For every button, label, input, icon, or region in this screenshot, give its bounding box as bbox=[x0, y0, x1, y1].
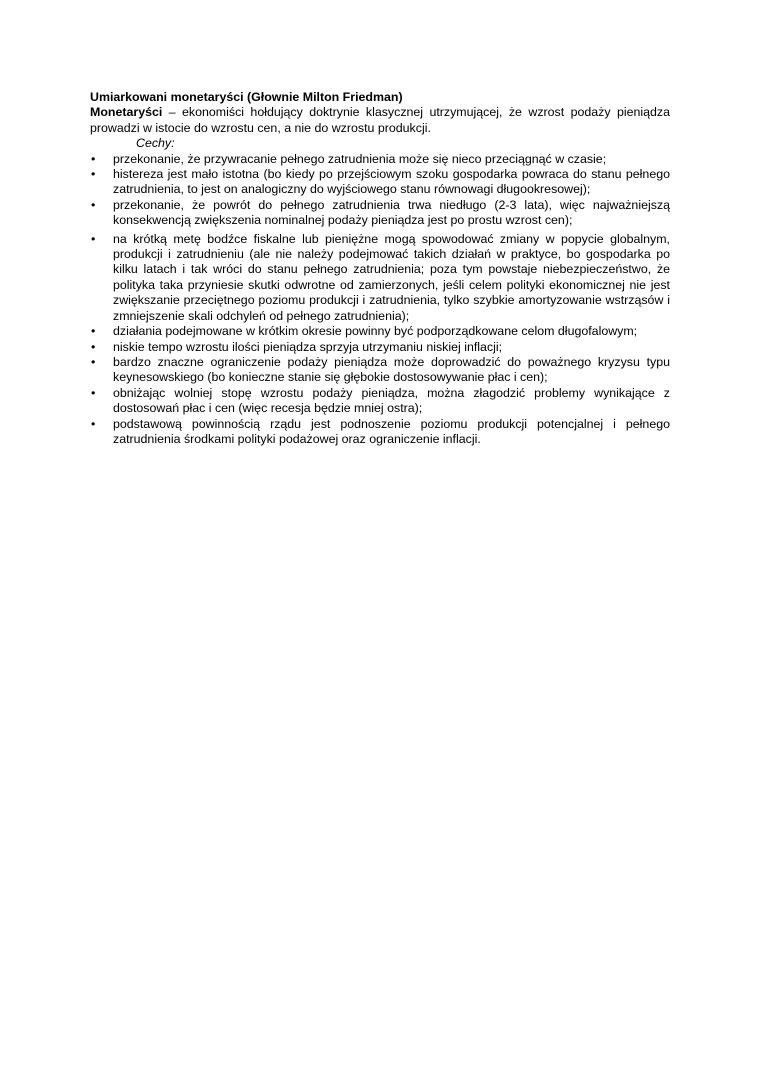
intro-paragraph bbox=[90, 105, 670, 136]
document-page bbox=[90, 90, 670, 447]
list-item-text: niskie tempo wzrostu ilości pieniądza sprzyja utrzymaniu niskiej inflacji; bbox=[113, 339, 503, 354]
list-item bbox=[90, 198, 670, 229]
list-item bbox=[90, 167, 670, 198]
list-item bbox=[90, 340, 670, 355]
features-list bbox=[90, 152, 670, 448]
bullet-icon: • bbox=[91, 231, 96, 246]
list-item bbox=[90, 386, 670, 417]
list-item-text: działania podejmowane w krótkim okresie powinny być podporządkowane celom długofalowym; bbox=[113, 324, 638, 339]
bullet-icon: • bbox=[91, 339, 96, 354]
intro-text: – ekonomiści hołdujący doktrynie klasycznej utrzymującej, że wzrost podaży pieniądza prowadzi w istocie do wzrostu cen, a nie do wzrostu produkcji. bbox=[90, 105, 670, 135]
list-item-text: podstawową powinnością rządu jest podnoszenie poziomu produkcji potencjalnej i pełnego zatrudnienia środkami polityki podażowej oraz ograniczenie inflacji. bbox=[113, 416, 670, 446]
list-item bbox=[90, 355, 670, 386]
bullet-icon: • bbox=[91, 416, 96, 431]
list-item bbox=[90, 232, 670, 324]
list-item-text: przekonanie, że powrót do pełnego zatrudnienia trwa niedługo (2-3 lata), więc najważniejszą konsekwencją zwiększenia nominalnej podaży pieniądza jest po prostu wzrost cen); bbox=[113, 197, 670, 228]
list-item-text: histereza jest mało istotna (bo kiedy po przejściowym szoku gospodarka powraca do stanu pełnego zatrudnienia, to jest on analogiczny do wyjściowego stanu równowagi długookresowej); bbox=[113, 167, 670, 197]
document-heading: Umiarkowani monetaryści (Głownie Milton Friedman) bbox=[90, 90, 403, 104]
list-item bbox=[90, 324, 670, 339]
intro-term: Monetaryści bbox=[90, 105, 163, 120]
list-item-text: przekonanie, że przywracanie pełnego zatrudnienia może się nieco przeciągnąć w czasie; bbox=[113, 151, 607, 166]
list-item-text: obniżając wolniej stopę wzrostu podaży pieniądza, można złagodzić problemy wynikające z dostosowań płac i cen (więc recesja będzie mniej ostra); bbox=[113, 385, 670, 416]
features-label: Cechy: bbox=[136, 136, 175, 151]
bullet-icon: • bbox=[91, 385, 96, 400]
bullet-icon: • bbox=[91, 167, 96, 182]
list-item-text: bardzo znaczne ograniczenie podaży pieniądza może doprowadzić do poważnego kryzysu typu keynesowskiego (bo konieczne stanie się głębokie dostosowywanie płac i cen); bbox=[113, 354, 670, 385]
list-item bbox=[90, 417, 670, 448]
bullet-icon: • bbox=[91, 354, 96, 369]
bullet-icon: • bbox=[91, 151, 96, 166]
list-item-text: na krótką metę bodźce fiskalne lub pieniężne mogą spowodować zmiany w popycie globalnym, produkcji i zatrudnieniu (ale nie należy podejmować takich działań w praktyce, bo gospodarka po kilku latach i tak wróci do stanu pełnego zatrudnienia; poza tym powstaje niebezpieczeństwo, że polityka taka przyniesie skutki odwrotne od zamierzonych, jeśli celem polityki ekonomicznej nie jest zwiększanie przeciętnego poziomu produkcji i zatrudnienia, tylko szybkie amortyzowanie wstrząsów i zmniejszenie skali odchyleń od pełnego zatrudnienia); bbox=[113, 231, 670, 323]
list-item bbox=[90, 152, 670, 167]
bullet-icon: • bbox=[91, 324, 96, 339]
bullet-icon: • bbox=[91, 197, 96, 212]
